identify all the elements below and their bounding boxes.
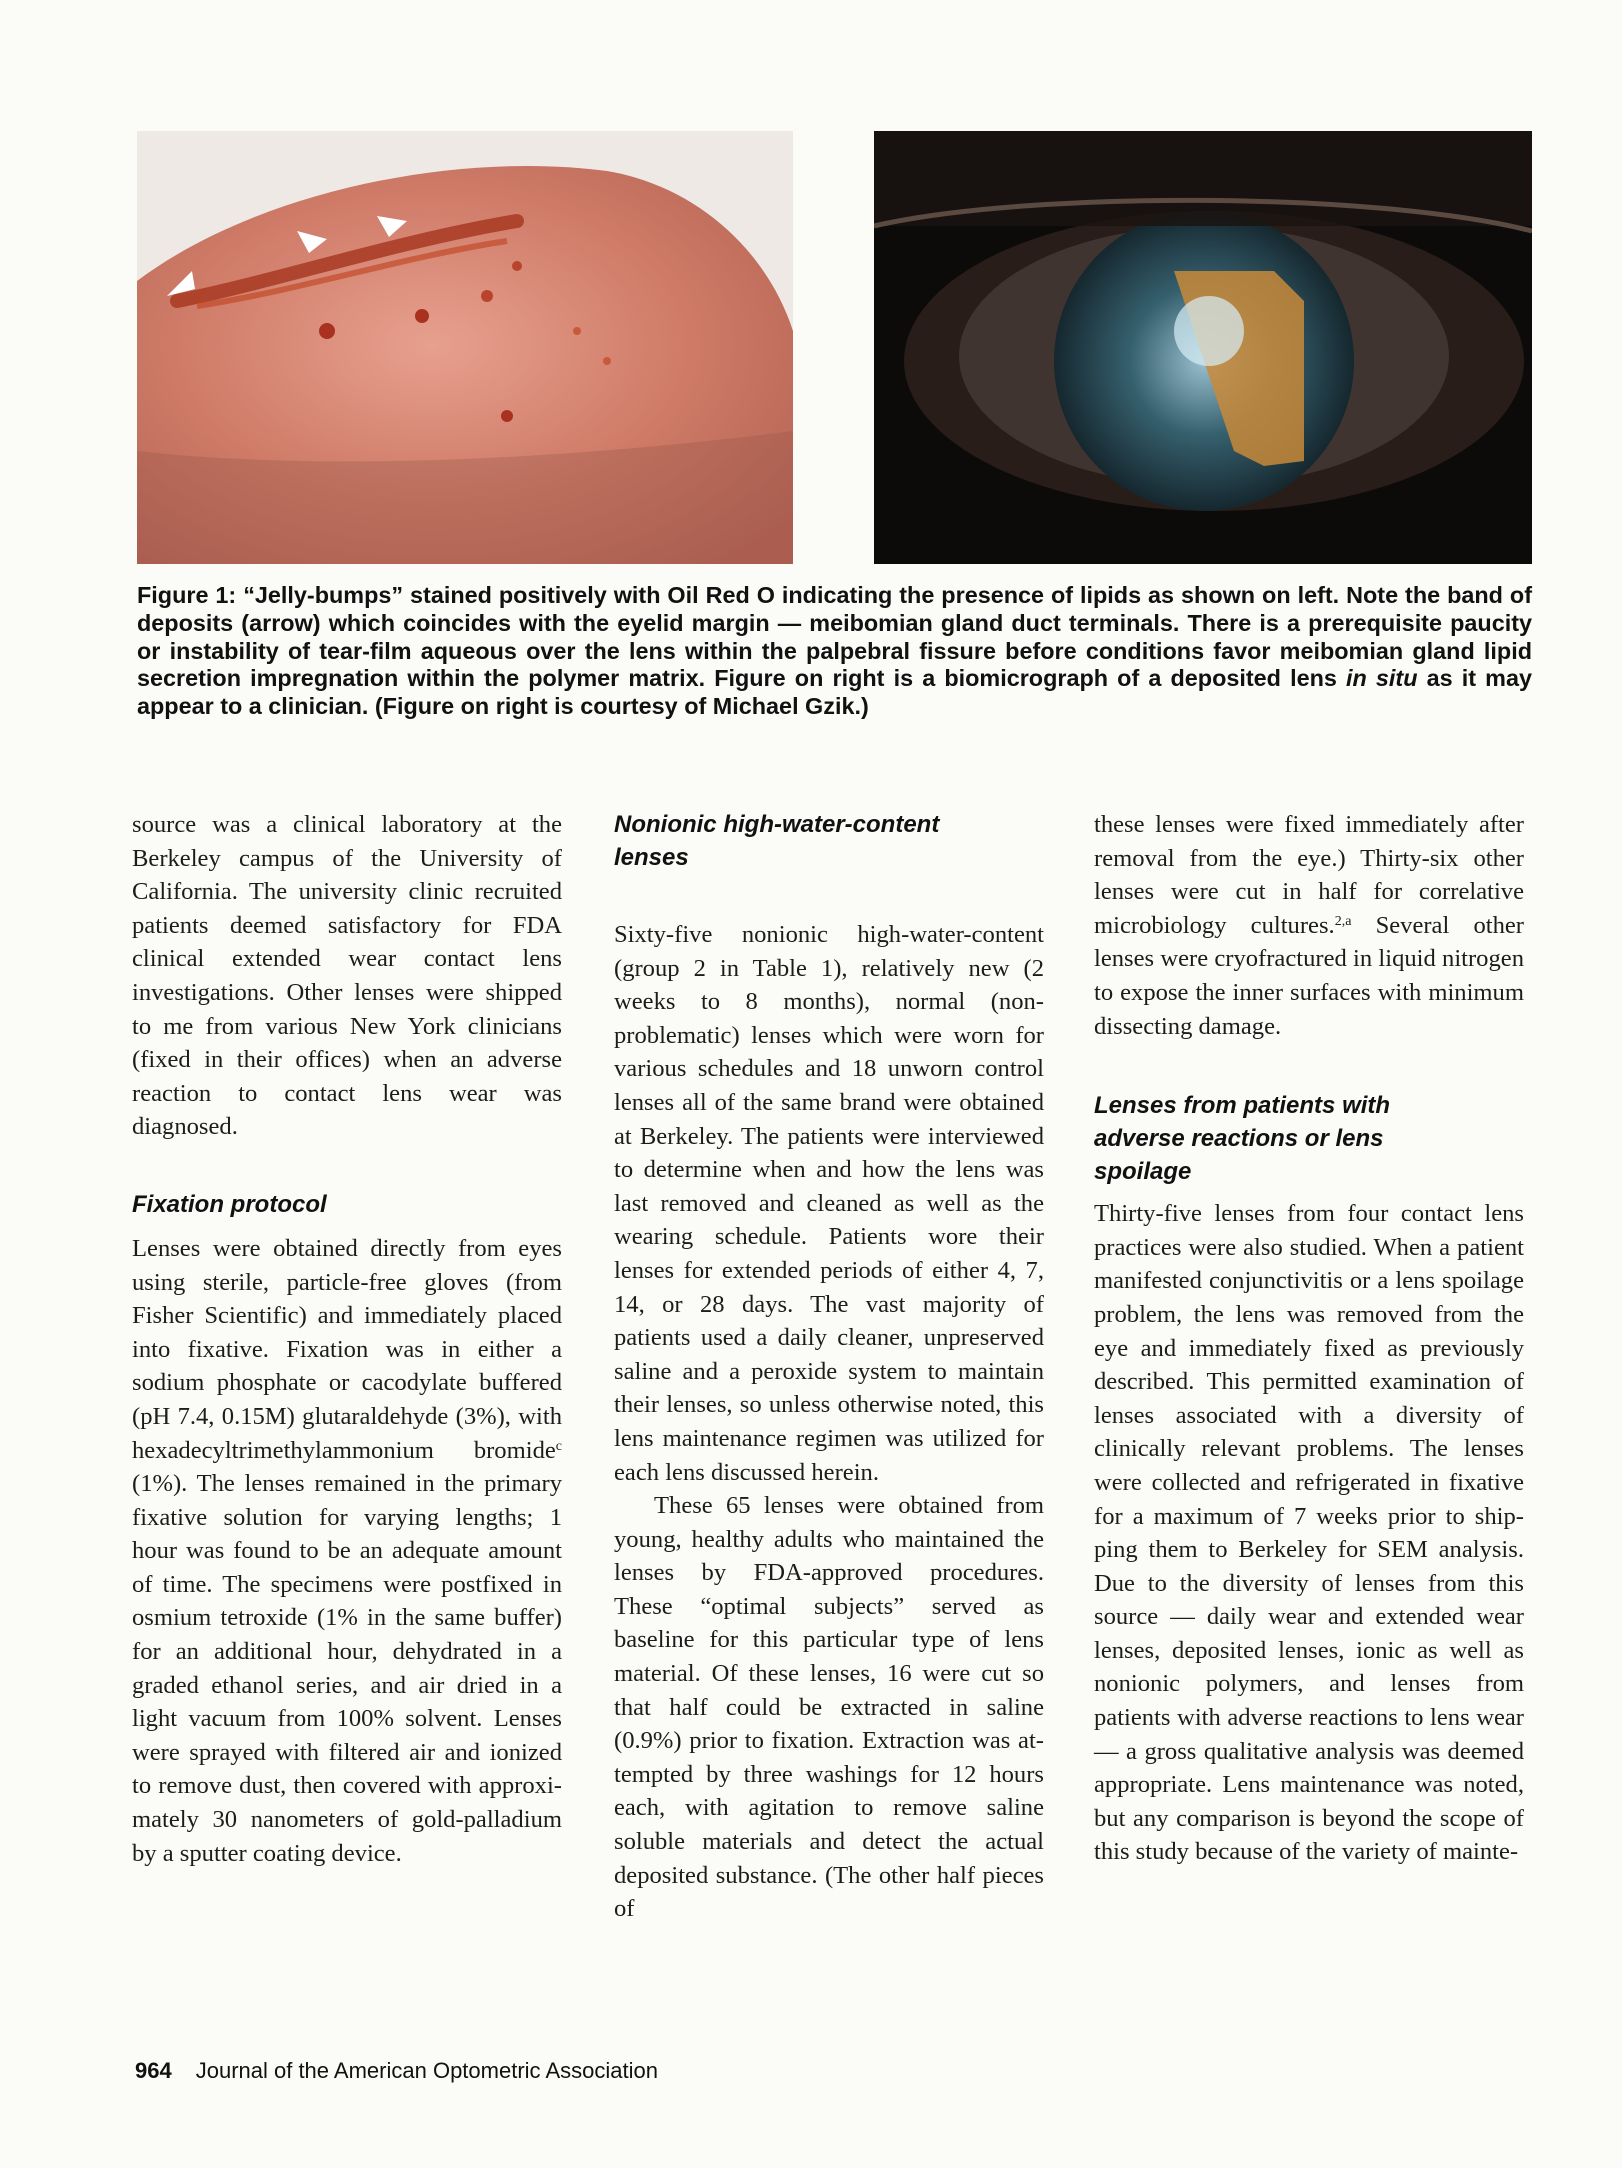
text-column-1	[132, 808, 562, 1870]
figure-caption	[137, 582, 1532, 721]
lenses-fixed-text-b: Several other lenses were cryofractured in liquid nitrogen to expose the inner surfaces with minimum dissecting damage.	[1094, 911, 1525, 1040]
page-footer	[135, 2058, 658, 2084]
caption-text-part2: as it may appear to a clinician. (Figure on right is courtesy of Michael Gzik.)	[137, 665, 1532, 720]
caption-text-part1: “Jelly-bumps” stained positively with Oil Red O indicating the presence of lipids as shown on left. Note the band of deposits (arrow) which coincides with the eyelid margin — meibomian gland duct terminals. There is a prerequisite paucity or instability of tear-film aqueous over the lens within the palpebral fissure before conditions favor meibomian gland lipid secretion impregnation within the polymer matrix. Figure on right is a biomicrograph of a deposited lens	[137, 582, 1532, 692]
footnote-marker-2a: 2,a	[1334, 913, 1352, 929]
caption-label: Figure 1:	[137, 582, 237, 608]
eye-photo-drawing	[874, 131, 1532, 564]
text-column-3	[1094, 808, 1524, 1869]
fixation-text-b: (1%). The lenses remained in the primary fixative solution for varying lengths; 1 hour was found to be an adequate amount of time. The specimens were postfixed in osmium tetroxide (1% in the same buffer) for an additional hour, dehydrated in a graded ethanol series, and air dried in a light vacuum from 100% solvent. Lenses were sprayed with filtered air and ionized to remove dust, then covered with approximately 30 nanometers of gold-palladium by a sputter coating device.	[132, 1470, 562, 1867]
heading-nonionic-lenses: Nonionic high-water-content lenses	[614, 811, 940, 871]
paragraph-lenses-fixed	[1094, 808, 1524, 1043]
eye-biomicrograph-photo	[874, 131, 1532, 564]
fixation-text-a: Lenses were obtained directly from eyes using sterile, particle-free gloves (from Fisher Scientific) and immediately placed into fixative. Fixation was in either a sodium phosphate or cacodylate buffered (pH 7.4, 0.15M) glutaraldehyde (3%), with hexadecyltrimethylammonium bromide	[132, 1234, 562, 1464]
heading-fixation-protocol: Fixation protocol	[132, 1190, 327, 1218]
paragraph-fixation	[132, 1232, 562, 1870]
lenses-fixed-text-a: these lenses were fixed immediately after removal from the eye.) Thirty-six other lenses were cut in half for correlative microbiology cultures.	[1094, 811, 1524, 939]
paragraph-nonionic: Sixty-five nonionic high-water-content (group 2 in Table 1), relatively new (2 weeks to 8 months), normal (non-problematic) lenses which were worn for various schedules and 18 unworn control lenses all of the same brand were obtained at Berkeley. The patients were interviewed to determine when and how the lens was last removed and cleaned as well as the wearing schedule. Patients wore their lenses for extended periods of either 4, 7, 14, or 28 days. The vast majority of patients used a daily cleaner, unpreserved saline and a peroxide system to maintain their lenses, so unless otherwise noted, this lens maintenance regimen was utilized for each lens discussed herein.	[614, 921, 1044, 1486]
footnote-marker-c: c	[555, 1438, 562, 1454]
page-number: 964	[135, 2058, 172, 2083]
lens-deposits-photo	[137, 131, 793, 564]
heading-adverse-reactions: Lenses from patients with adverse reactions or lens spoilage	[1094, 1092, 1391, 1186]
paragraph-thirty-five-lenses: Thirty-five lenses from four contact lens practices were also studied. When a patient manifested conjunctivitis or a lens spoilage problem, the lens was removed from the eye and immediately fixed as previously described. This permitted examination of lenses associated with a diversity of clinically relevant problems. The lenses were collected and refrigerated in fixative for a maximum of 7 weeks prior to shipping them to Berkeley for SEM analysis. Due to the diversity of lenses from this source — daily wear and extended wear lenses, deposited lenses, ionic as well as nonionic polymers, and lenses from patients with adverse reactions to lens wear — a gross qualitative analysis was deemed appropriate. Lens maintenance was noted, but any comparison is beyond the scope of this study because of the variety of mainte-	[1094, 1200, 1524, 1866]
text-column-2	[614, 808, 1044, 1926]
journal-name: Journal of the American Optometric Association	[195, 2058, 658, 2083]
paragraph-source: source was a clinical laboratory at the Berkeley campus of the University of California. The university clinic recruited patients deemed satisfactory for FDA clinical extended wear contact lens investigations. Other lenses were shipped to me from various New York clinicians (fixed in their offices) when an adverse reaction to contact lens wear was diagnosed.	[132, 811, 562, 1141]
lens-photo-drawing	[137, 131, 793, 564]
caption-italic: in situ	[1346, 665, 1418, 692]
paragraph-65-lenses: These 65 lenses were obtained from young, healthy adults who maintained the lenses by FDA-approved procedures. These “optimal subjects” served as baseline for this particular type of lens material. Of these lenses, 16 were cut so that half could be extracted in saline (0.9%) prior to fixation. Extraction was attempted by three washings for 12 hours each, with agitation to remove saline soluble materials and detect the actual deposited substance. (The other half pieces of	[614, 1492, 1044, 1923]
